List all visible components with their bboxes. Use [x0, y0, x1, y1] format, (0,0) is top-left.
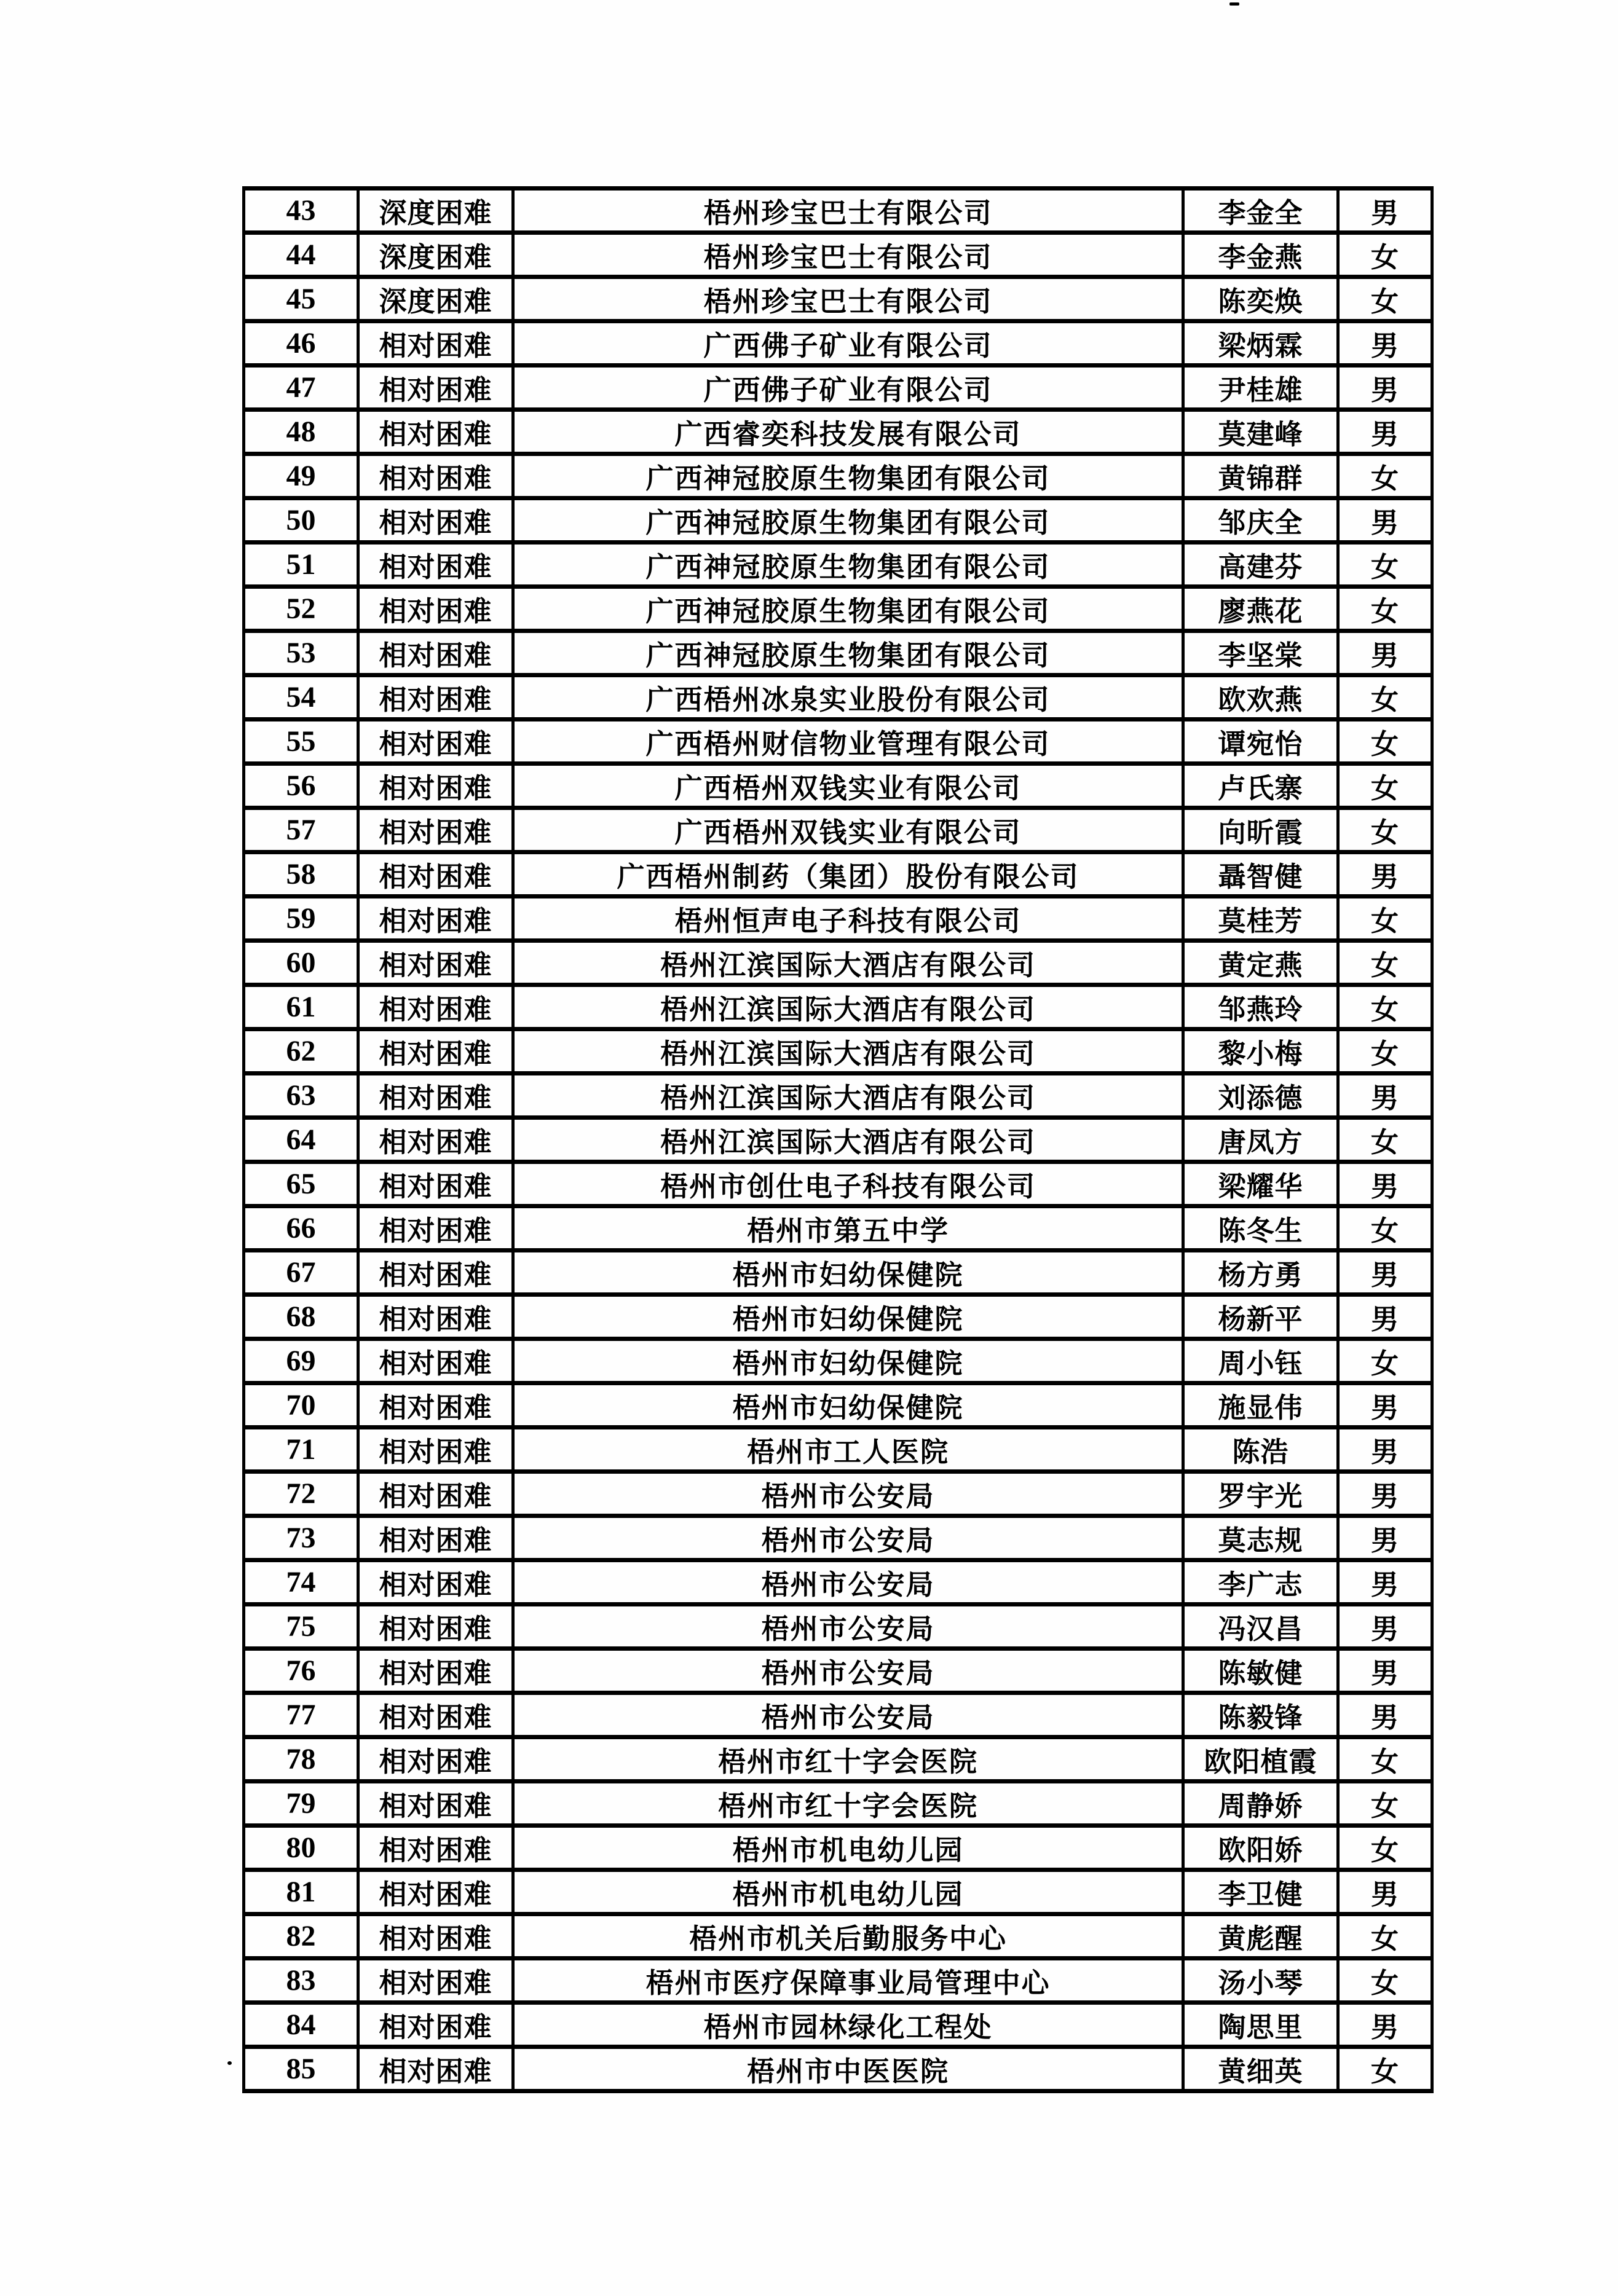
row-number-cell: 55 [244, 720, 358, 764]
table-row [244, 454, 1432, 498]
employer-cell: 梧州市公安局 [513, 1649, 1183, 1693]
person-name-cell: 聶智健 [1183, 852, 1338, 897]
person-name-cell: 欧阳娇 [1183, 1826, 1338, 1870]
table-row [244, 1206, 1432, 1251]
gender-cell: 男 [1338, 852, 1432, 897]
person-name-cell: 杨新平 [1183, 1295, 1338, 1339]
employer-cell: 梧州市公安局 [513, 1605, 1183, 1649]
difficulty-cell: 相对困难 [358, 764, 513, 808]
table-row [244, 808, 1432, 852]
table-row [244, 1959, 1432, 2003]
person-name-cell: 欧阳植霞 [1183, 1737, 1338, 1782]
person-name-cell: 冯汉昌 [1183, 1605, 1338, 1649]
difficulty-cell: 相对困难 [358, 1693, 513, 1737]
table-row [244, 2047, 1432, 2091]
employer-cell: 梧州市工人医院 [513, 1428, 1183, 1472]
person-name-cell: 梁炳霖 [1183, 321, 1338, 366]
person-name-cell: 黄锦群 [1183, 454, 1338, 498]
difficulty-cell: 深度困难 [358, 189, 513, 233]
employer-cell: 梧州市园林绿化工程处 [513, 2003, 1183, 2047]
person-name-cell: 施显伟 [1183, 1383, 1338, 1428]
difficulty-cell: 相对困难 [358, 321, 513, 366]
employer-cell: 梧州市妇幼保健院 [513, 1383, 1183, 1428]
person-name-cell: 陈冬生 [1183, 1206, 1338, 1251]
row-number-cell: 79 [244, 1782, 358, 1826]
row-number-cell: 61 [244, 985, 358, 1029]
row-number-cell: 75 [244, 1605, 358, 1649]
person-name-cell: 陈毅锋 [1183, 1693, 1338, 1737]
row-number-cell: 59 [244, 897, 358, 941]
row-number-cell: 64 [244, 1118, 358, 1162]
table-row [244, 1295, 1432, 1339]
employer-cell: 广西神冠胶原生物集团有限公司 [513, 454, 1183, 498]
person-name-cell: 邹庆全 [1183, 498, 1338, 543]
person-name-cell: 李卫健 [1183, 1870, 1338, 1914]
gender-cell: 女 [1338, 277, 1432, 321]
employer-cell: 梧州市第五中学 [513, 1206, 1183, 1251]
table-row [244, 366, 1432, 410]
gender-cell: 男 [1338, 1649, 1432, 1693]
person-name-cell: 汤小琴 [1183, 1959, 1338, 2003]
table-row [244, 1118, 1432, 1162]
gender-cell: 女 [1338, 1029, 1432, 1074]
row-number-cell: 68 [244, 1295, 358, 1339]
person-name-cell: 刘添德 [1183, 1074, 1338, 1118]
row-number-cell: 50 [244, 498, 358, 543]
gender-cell: 女 [1338, 941, 1432, 985]
table-row [244, 1029, 1432, 1074]
table-row [244, 233, 1432, 277]
table-row [244, 1737, 1432, 1782]
difficulty-cell: 相对困难 [358, 2047, 513, 2091]
employer-cell: 梧州江滨国际大酒店有限公司 [513, 941, 1183, 985]
gender-cell: 女 [1338, 1339, 1432, 1383]
table-row [244, 1782, 1432, 1826]
person-name-cell: 莫建峰 [1183, 410, 1338, 454]
employer-cell: 广西梧州双钱实业有限公司 [513, 764, 1183, 808]
gender-cell: 女 [1338, 985, 1432, 1029]
employer-cell: 广西睿奕科技发展有限公司 [513, 410, 1183, 454]
table-body [244, 189, 1432, 2091]
gender-cell: 女 [1338, 454, 1432, 498]
employer-cell: 梧州市公安局 [513, 1516, 1183, 1560]
table-row [244, 1870, 1432, 1914]
row-number-cell: 44 [244, 233, 358, 277]
difficulty-cell: 深度困难 [358, 233, 513, 277]
row-number-cell: 60 [244, 941, 358, 985]
gender-cell: 男 [1338, 1074, 1432, 1118]
gender-cell: 男 [1338, 1516, 1432, 1560]
row-number-cell: 73 [244, 1516, 358, 1560]
employer-cell: 广西佛子矿业有限公司 [513, 321, 1183, 366]
gender-cell: 女 [1338, 720, 1432, 764]
difficulty-cell: 相对困难 [358, 543, 513, 587]
difficulty-cell: 相对困难 [358, 808, 513, 852]
difficulty-cell: 相对困难 [358, 410, 513, 454]
difficulty-cell: 相对困难 [358, 498, 513, 543]
row-number-cell: 80 [244, 1826, 358, 1870]
difficulty-cell: 相对困难 [358, 1826, 513, 1870]
table-row [244, 1472, 1432, 1516]
gender-cell: 女 [1338, 1206, 1432, 1251]
table-row [244, 1074, 1432, 1118]
gender-cell: 男 [1338, 366, 1432, 410]
gender-cell: 女 [1338, 1826, 1432, 1870]
person-name-cell: 李金全 [1183, 189, 1338, 233]
difficulty-cell: 相对困难 [358, 1295, 513, 1339]
row-number-cell: 57 [244, 808, 358, 852]
difficulty-cell: 相对困难 [358, 1472, 513, 1516]
employer-cell: 梧州市妇幼保健院 [513, 1339, 1183, 1383]
employer-cell: 梧州江滨国际大酒店有限公司 [513, 1074, 1183, 1118]
person-name-cell: 李广志 [1183, 1560, 1338, 1605]
employer-cell: 广西神冠胶原生物集团有限公司 [513, 631, 1183, 675]
difficulty-cell: 相对困难 [358, 631, 513, 675]
gender-cell: 女 [1338, 808, 1432, 852]
row-number-cell: 66 [244, 1206, 358, 1251]
scan-artifact-dot [227, 2061, 232, 2065]
employer-cell: 梧州市妇幼保健院 [513, 1251, 1183, 1295]
gender-cell: 女 [1338, 1737, 1432, 1782]
person-name-cell: 陈奕焕 [1183, 277, 1338, 321]
gender-cell: 男 [1338, 631, 1432, 675]
gender-cell: 男 [1338, 1870, 1432, 1914]
table-row [244, 1560, 1432, 1605]
table-row [244, 1251, 1432, 1295]
person-name-cell: 梁耀华 [1183, 1162, 1338, 1206]
row-number-cell: 72 [244, 1472, 358, 1516]
difficulty-cell: 相对困难 [358, 675, 513, 720]
row-number-cell: 67 [244, 1251, 358, 1295]
row-number-cell: 74 [244, 1560, 358, 1605]
gender-cell: 男 [1338, 498, 1432, 543]
table-row [244, 985, 1432, 1029]
person-name-cell: 尹桂雄 [1183, 366, 1338, 410]
difficulty-cell: 相对困难 [358, 941, 513, 985]
difficulty-cell: 相对困难 [358, 1383, 513, 1428]
gender-cell: 女 [1338, 764, 1432, 808]
difficulty-cell: 相对困难 [358, 1914, 513, 1959]
employer-cell: 梧州市妇幼保健院 [513, 1295, 1183, 1339]
gender-cell: 男 [1338, 1162, 1432, 1206]
person-name-cell: 李坚棠 [1183, 631, 1338, 675]
person-name-cell: 周静娇 [1183, 1782, 1338, 1826]
difficulty-cell: 相对困难 [358, 1737, 513, 1782]
row-number-cell: 49 [244, 454, 358, 498]
person-name-cell: 廖燕花 [1183, 587, 1338, 631]
difficulty-cell: 相对困难 [358, 1162, 513, 1206]
person-name-cell: 杨方勇 [1183, 1251, 1338, 1295]
table-row [244, 1693, 1432, 1737]
difficulty-cell: 相对困难 [358, 1870, 513, 1914]
person-name-cell: 周小钰 [1183, 1339, 1338, 1383]
table-row [244, 321, 1432, 366]
difficulty-cell: 相对困难 [358, 587, 513, 631]
gender-cell: 女 [1338, 587, 1432, 631]
difficulty-cell: 相对困难 [358, 1339, 513, 1383]
person-name-cell: 黄细英 [1183, 2047, 1338, 2091]
table-row [244, 1162, 1432, 1206]
table-row [244, 631, 1432, 675]
employer-cell: 梧州市机电幼儿园 [513, 1870, 1183, 1914]
employer-cell: 梧州市公安局 [513, 1560, 1183, 1605]
row-number-cell: 63 [244, 1074, 358, 1118]
person-name-cell: 卢氏寨 [1183, 764, 1338, 808]
table-row [244, 764, 1432, 808]
row-number-cell: 71 [244, 1428, 358, 1472]
difficulty-roster-table [242, 186, 1434, 2093]
row-number-cell: 84 [244, 2003, 358, 2047]
gender-cell: 女 [1338, 1118, 1432, 1162]
person-name-cell: 莫桂芳 [1183, 897, 1338, 941]
gender-cell: 男 [1338, 1383, 1432, 1428]
row-number-cell: 45 [244, 277, 358, 321]
difficulty-cell: 相对困难 [358, 720, 513, 764]
difficulty-cell: 相对困难 [358, 366, 513, 410]
table-row [244, 1383, 1432, 1428]
person-name-cell: 陶思里 [1183, 2003, 1338, 2047]
row-number-cell: 82 [244, 1914, 358, 1959]
difficulty-cell: 相对困难 [358, 852, 513, 897]
employer-cell: 梧州市创仕电子科技有限公司 [513, 1162, 1183, 1206]
row-number-cell: 85 [244, 2047, 358, 2091]
table-row [244, 1826, 1432, 1870]
row-number-cell: 47 [244, 366, 358, 410]
gender-cell: 女 [1338, 2047, 1432, 2091]
gender-cell: 女 [1338, 1782, 1432, 1826]
employer-cell: 梧州珍宝巴士有限公司 [513, 277, 1183, 321]
table-row [244, 543, 1432, 587]
gender-cell: 男 [1338, 410, 1432, 454]
employer-cell: 梧州市红十字会医院 [513, 1737, 1183, 1782]
difficulty-cell: 相对困难 [358, 985, 513, 1029]
employer-cell: 广西神冠胶原生物集团有限公司 [513, 543, 1183, 587]
table-row [244, 1649, 1432, 1693]
employer-cell: 梧州市公安局 [513, 1693, 1183, 1737]
table-row [244, 675, 1432, 720]
employer-cell: 广西梧州双钱实业有限公司 [513, 808, 1183, 852]
employer-cell: 梧州市红十字会医院 [513, 1782, 1183, 1826]
person-name-cell: 陈浩 [1183, 1428, 1338, 1472]
gender-cell: 女 [1338, 543, 1432, 587]
person-name-cell: 黄定燕 [1183, 941, 1338, 985]
difficulty-cell: 相对困难 [358, 1605, 513, 1649]
row-number-cell: 43 [244, 189, 358, 233]
employer-cell: 梧州市医疗保障事业局管理中心 [513, 1959, 1183, 2003]
person-name-cell: 高建芬 [1183, 543, 1338, 587]
gender-cell: 男 [1338, 189, 1432, 233]
table-row [244, 852, 1432, 897]
row-number-cell: 46 [244, 321, 358, 366]
row-number-cell: 83 [244, 1959, 358, 2003]
difficulty-cell: 相对困难 [358, 1428, 513, 1472]
gender-cell: 男 [1338, 1428, 1432, 1472]
table-row [244, 189, 1432, 233]
person-name-cell: 陈敏健 [1183, 1649, 1338, 1693]
person-name-cell: 黎小梅 [1183, 1029, 1338, 1074]
table-row [244, 1605, 1432, 1649]
row-number-cell: 52 [244, 587, 358, 631]
difficulty-cell: 相对困难 [358, 1029, 513, 1074]
person-name-cell: 李金燕 [1183, 233, 1338, 277]
difficulty-cell: 相对困难 [358, 1959, 513, 2003]
employer-cell: 梧州市中医医院 [513, 2047, 1183, 2091]
employer-cell: 梧州市机关后勤服务中心 [513, 1914, 1183, 1959]
employer-cell: 梧州江滨国际大酒店有限公司 [513, 985, 1183, 1029]
person-name-cell: 唐凤方 [1183, 1118, 1338, 1162]
table-row [244, 410, 1432, 454]
gender-cell: 女 [1338, 675, 1432, 720]
row-number-cell: 48 [244, 410, 358, 454]
gender-cell: 男 [1338, 2003, 1432, 2047]
table-row [244, 1428, 1432, 1472]
table-row [244, 897, 1432, 941]
difficulty-cell: 相对困难 [358, 1516, 513, 1560]
employer-cell: 广西佛子矿业有限公司 [513, 366, 1183, 410]
row-number-cell: 51 [244, 543, 358, 587]
difficulty-cell: 相对困难 [358, 2003, 513, 2047]
table-row [244, 1914, 1432, 1959]
employer-cell: 梧州恒声电子科技有限公司 [513, 897, 1183, 941]
row-number-cell: 54 [244, 675, 358, 720]
employer-cell: 梧州市机电幼儿园 [513, 1826, 1183, 1870]
employer-cell: 梧州江滨国际大酒店有限公司 [513, 1029, 1183, 1074]
row-number-cell: 53 [244, 631, 358, 675]
table-row [244, 498, 1432, 543]
person-name-cell: 黄彪醒 [1183, 1914, 1338, 1959]
table-row [244, 2003, 1432, 2047]
row-number-cell: 77 [244, 1693, 358, 1737]
gender-cell: 男 [1338, 1560, 1432, 1605]
gender-cell: 女 [1338, 1959, 1432, 2003]
table-row [244, 941, 1432, 985]
row-number-cell: 70 [244, 1383, 358, 1428]
gender-cell: 男 [1338, 1251, 1432, 1295]
row-number-cell: 78 [244, 1737, 358, 1782]
employer-cell: 广西梧州制药（集团）股份有限公司 [513, 852, 1183, 897]
employer-cell: 广西神冠胶原生物集团有限公司 [513, 498, 1183, 543]
difficulty-cell: 相对困难 [358, 1251, 513, 1295]
employer-cell: 广西神冠胶原生物集团有限公司 [513, 587, 1183, 631]
difficulty-cell: 相对困难 [358, 1118, 513, 1162]
difficulty-cell: 相对困难 [358, 1074, 513, 1118]
person-name-cell: 邹燕玲 [1183, 985, 1338, 1029]
table-row [244, 587, 1432, 631]
person-name-cell: 谭宛怡 [1183, 720, 1338, 764]
employer-cell: 广西梧州财信物业管理有限公司 [513, 720, 1183, 764]
row-number-cell: 76 [244, 1649, 358, 1693]
employer-cell: 梧州江滨国际大酒店有限公司 [513, 1118, 1183, 1162]
person-name-cell: 罗宇光 [1183, 1472, 1338, 1516]
person-name-cell: 莫志规 [1183, 1516, 1338, 1560]
difficulty-cell: 相对困难 [358, 1782, 513, 1826]
gender-cell: 男 [1338, 1472, 1432, 1516]
difficulty-cell: 相对困难 [358, 454, 513, 498]
gender-cell: 女 [1338, 897, 1432, 941]
person-name-cell: 向昕霞 [1183, 808, 1338, 852]
employer-cell: 广西梧州冰泉实业股份有限公司 [513, 675, 1183, 720]
row-number-cell: 62 [244, 1029, 358, 1074]
table-row [244, 1516, 1432, 1560]
table-row [244, 1339, 1432, 1383]
row-number-cell: 56 [244, 764, 358, 808]
gender-cell: 男 [1338, 321, 1432, 366]
scan-artifact-dash [1229, 2, 1239, 6]
difficulty-cell: 相对困难 [358, 1649, 513, 1693]
gender-cell: 男 [1338, 1693, 1432, 1737]
table-row [244, 277, 1432, 321]
gender-cell: 男 [1338, 1605, 1432, 1649]
difficulty-cell: 相对困难 [358, 897, 513, 941]
row-number-cell: 81 [244, 1870, 358, 1914]
difficulty-cell: 深度困难 [358, 277, 513, 321]
difficulty-cell: 相对困难 [358, 1206, 513, 1251]
employer-cell: 梧州市公安局 [513, 1472, 1183, 1516]
table-row [244, 720, 1432, 764]
row-number-cell: 69 [244, 1339, 358, 1383]
gender-cell: 女 [1338, 233, 1432, 277]
gender-cell: 男 [1338, 1295, 1432, 1339]
person-name-cell: 欧欢燕 [1183, 675, 1338, 720]
row-number-cell: 65 [244, 1162, 358, 1206]
employer-cell: 梧州珍宝巴士有限公司 [513, 233, 1183, 277]
row-number-cell: 58 [244, 852, 358, 897]
gender-cell: 女 [1338, 1914, 1432, 1959]
employer-cell: 梧州珍宝巴士有限公司 [513, 189, 1183, 233]
difficulty-cell: 相对困难 [358, 1560, 513, 1605]
